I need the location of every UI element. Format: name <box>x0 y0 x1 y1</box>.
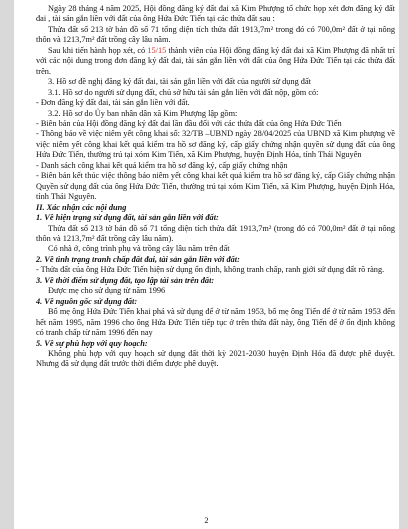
section-heading: II. Xác nhận các nội dung <box>36 202 127 212</box>
page-number: 2 <box>204 516 209 525</box>
section-heading: 4. Về nguồn gốc sử dụng đất: <box>36 296 138 306</box>
paragraph: Bố mẹ ông Hứa Đức Tiến khai phá và sử dụng để ở từ năm 1953, bố mẹ ông Tiến để ở từ năm 1953 đến hết năm 1995, năm 1996 cho ông Hứa Đức Tiến tiếp tục ở trên thửa đất này, ông Tiến để ở ổn định không có tranh chấp từ năm 1996 đến nay <box>36 307 395 338</box>
text-segment: thành viên của Hội đồng đăng ký đất đai xã Kim Phượng đã nhất trí với các nội dung trong đơn đăng ký đất đai, tài sản gắn liền với đất của ông Hứa Đức Tiến tại các thửa đất trên. <box>36 45 395 76</box>
section-heading: 5. Về sự phù hợp với quy hoạch: <box>36 338 148 348</box>
paragraph: - Thửa đất của ông Hứa Đức Tiến hiện sử dụng ổn định, không tranh chấp, ranh giới sử dụng đất rõ ràng. <box>36 265 385 275</box>
section-heading: 2. Về tình trạng tranh chấp đất đai, tài sản gắn liền với đất: <box>36 254 240 264</box>
paragraph: 3. Hồ sơ đề nghị đăng ký đất đai, tài sản gắn liền với đất của người sử dụng đất <box>48 77 311 87</box>
paragraph: - Thông báo về việc niêm yết công khai số: 32/TB –UBND ngày 28/04/2025 của UBND xã Kim phượng về việc niêm yết công khai kết quả kiểm tra hồ sơ đăng ký, cấp giấy chứng nhận quyền sử dụng đất của ông Hứa Đức Tiến, thường trú tại xóm Kim Tiến, xã Kim Phượng, huyện Định Hóa, tỉnh Thái Nguyên <box>36 129 395 160</box>
text-segment: Sau khi tiến hành họp xét, có <box>48 45 148 55</box>
section-heading: 1. Về hiện trạng sử dụng đất, tài sản gắn liền với đất: <box>36 213 219 223</box>
paragraph <box>14 46 399 77</box>
paragraph: Thửa đất số 213 tờ bản đồ số 71 tổng diện tích thửa đất 1913,7m² trong đó có 700,0m² đất ở tại nông thôn và 1213,7m² đất trồng cây lâu năm. <box>36 24 395 45</box>
paragraph: - Đơn đăng ký đất đai, tài sản gắn liền với đất. <box>36 98 190 108</box>
paragraph: Được mẹ cho sử dụng từ năm 1996 <box>48 286 166 296</box>
paragraph: Thửa đất số 213 tờ bản đồ số 71 tổng diện tích thửa đất 1913,7m² (trong đó có 700,0m² đất ở tại nông thôn và 1213,7m² đất trồng cây lâu năm). <box>36 223 395 243</box>
paragraph: Có nhà ở, công trình phụ và trồng cây lâu năm trên đất <box>48 244 230 254</box>
paragraph: - Danh sách công khai kết quả kiểm tra hồ sơ đăng ký, cấp giấy chứng nhận <box>36 160 288 170</box>
paragraph: - Biên bản của Hội đồng đăng ký đất đai lần đầu đối với các thửa đất của ông Hứa Đức Tiến <box>36 118 342 128</box>
highlighted-count: 15/15 <box>147 45 167 55</box>
document-page <box>14 0 399 529</box>
paragraph: Không phù hợp với quy hoạch sử dụng đất thời kỳ 2021-2030 huyện Định Hóa đã được phê duyệt. Nhưng đã sử dụng đất trước thời điểm được phê duyệt. <box>36 348 395 369</box>
paragraph: 3.2. Hồ sơ do Ủy ban nhân dân xã Kim Phượng lập gồm: <box>48 108 238 118</box>
paragraph: - Biên bản kết thúc việc thông báo niêm yết công khai kết quả kiểm tra hồ sơ đăng ký, cấp Giấy chứng nhận Quyền sử dụng đất của ông Hứa Đức Tiến, thường trú tại xóm Kim Tiến, xã Kim Phượng, huyện Định Hóa, tỉnh Thái Nguyên. <box>36 171 395 202</box>
section-heading: 3. Về thời điểm sử dụng đất, tạo lập tài sản trên đất: <box>36 275 215 285</box>
paragraph: 3.1. Hồ sơ do người sử dụng đất, chủ sở hữu tài sản gắn liền với đất nộp, gồm có: <box>48 87 319 97</box>
document-body <box>14 4 399 370</box>
paragraph: Ngày 28 tháng 4 năm 2025, Hội đồng đăng ký đất đai xã Kim Phượng tổ chức họp xét đơn đăng ký đất đai , tài sản gắn liền với đất của ông Hứa Đức Tiến tại các thửa đất sau : <box>36 4 395 24</box>
